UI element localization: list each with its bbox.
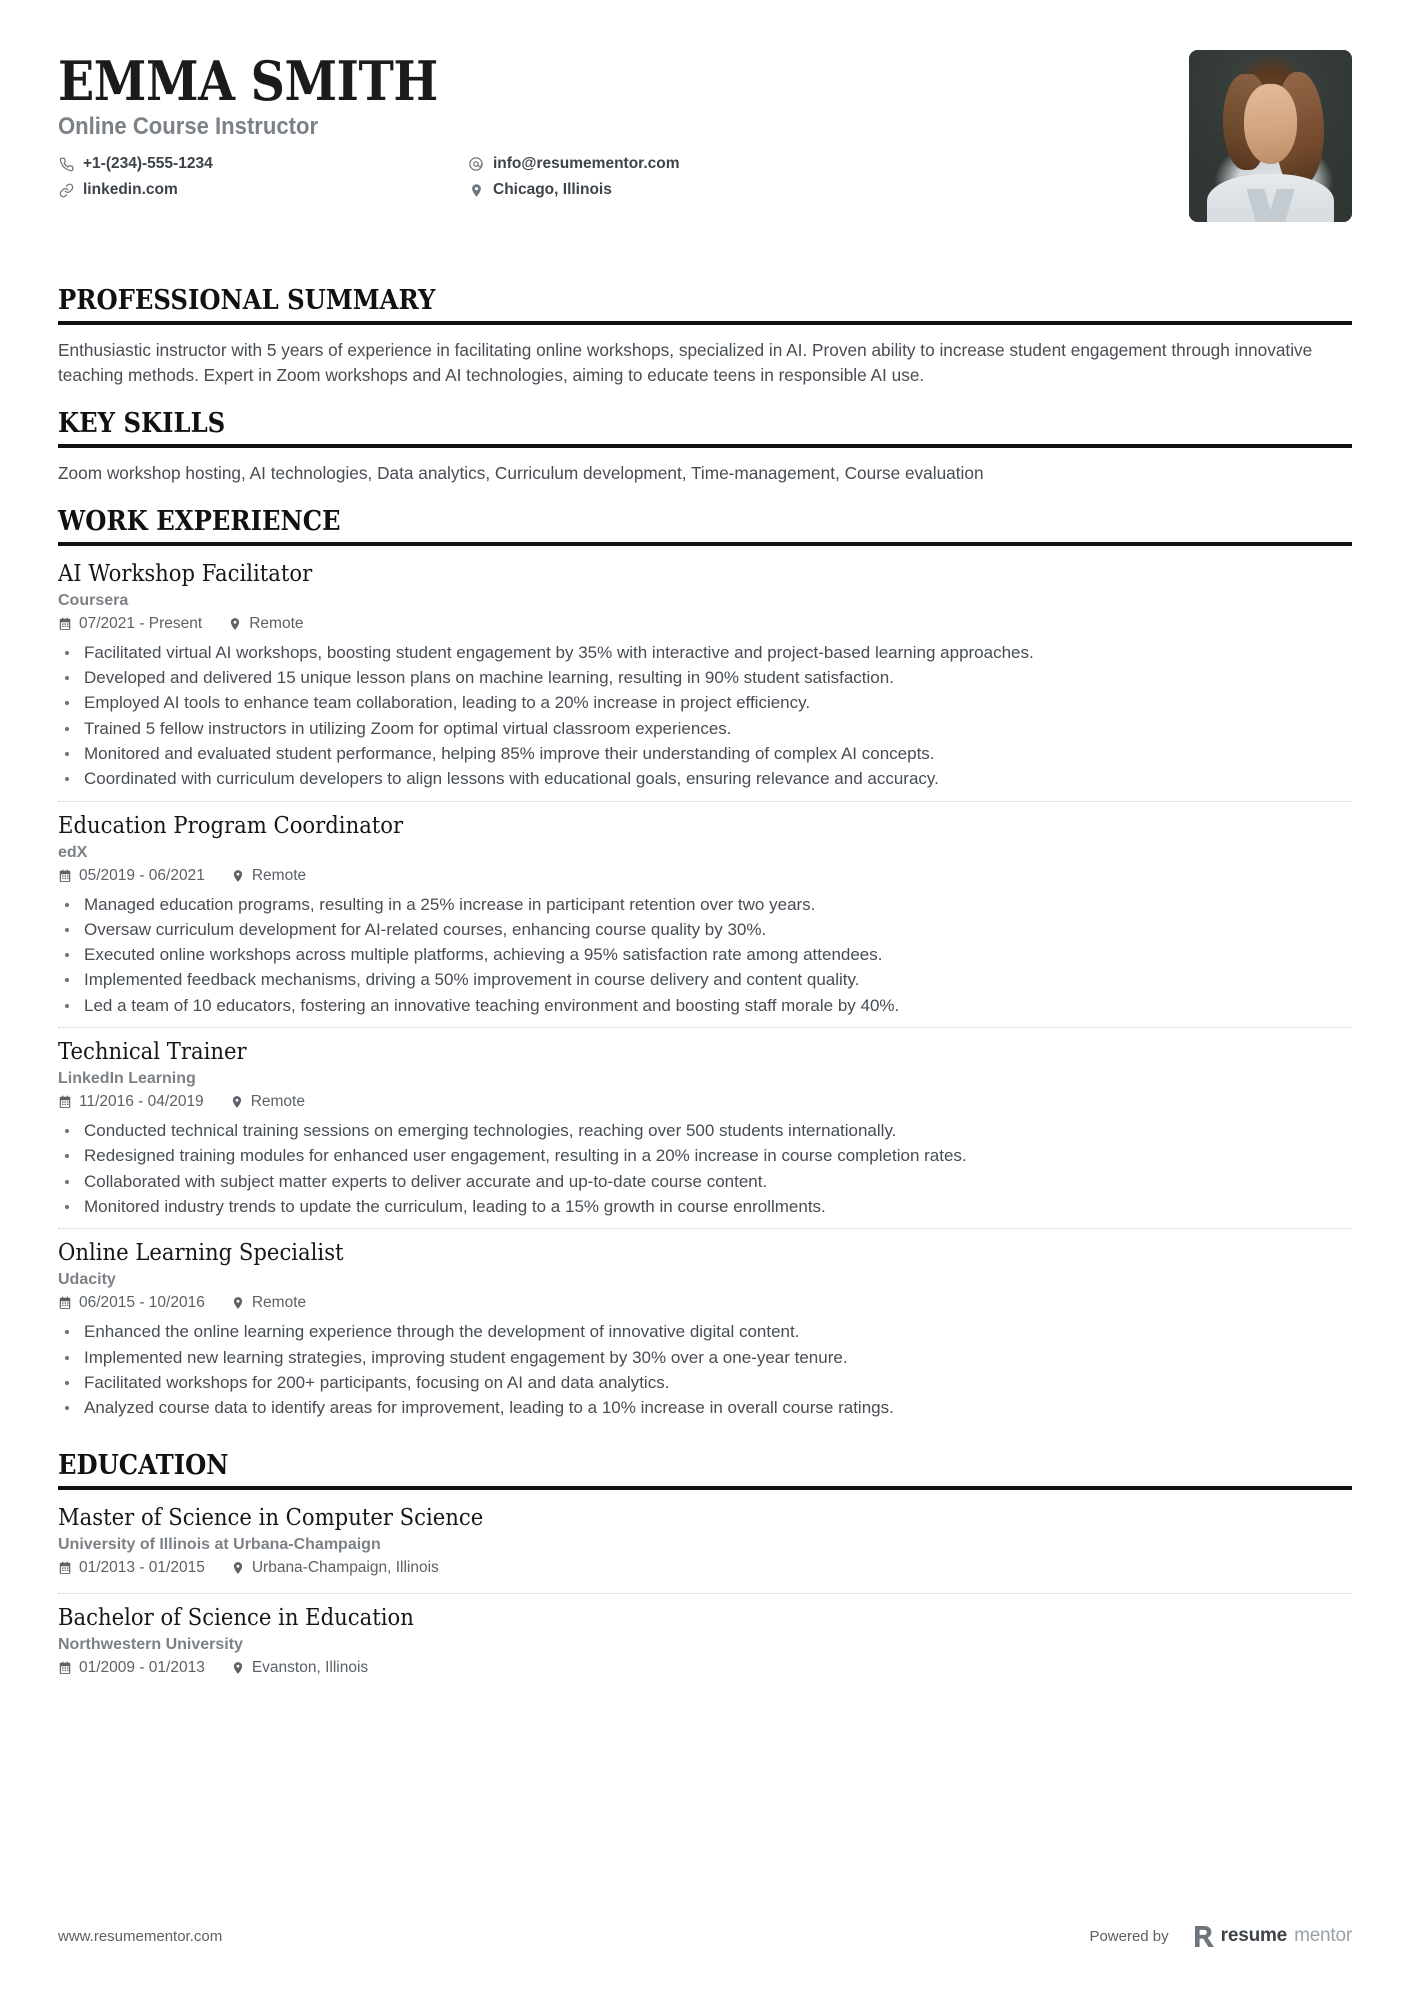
skills-text: Zoom workshop hosting, AI technologies, Data analytics, Curriculum development, Time-management, Course evaluation [58,462,984,483]
contact-details [58,155,1068,199]
candidate-job-title: Online Course Instructor [58,113,319,141]
entry-dates [58,615,202,633]
calendar-icon [58,1095,72,1109]
entry-dates [58,867,205,885]
footer-branding [1089,1925,1352,1947]
entry-location-text: Remote [251,866,307,884]
contact-phone-text: +1-(234)-555-1234 [83,155,213,173]
list-item: Facilitated workshops for 200+ participants, focusing on AI and data analytics. [58,1370,1352,1395]
entry-location-text: Remote [250,1093,305,1111]
location-icon [231,1661,245,1675]
entry-bullet-list [58,1118,1352,1219]
location-icon [231,869,245,883]
section-professional-summary [58,285,1352,388]
contact-email-text: info@resumementor.com [493,155,680,173]
list-item: Collaborated with subject matter experts to deliver accurate and up-to-date course content. [58,1169,1352,1194]
list-item: Trained 5 fellow instructors in utilizing Zoom for optimal virtual classroom experiences. [58,716,1352,741]
entry-dates-text: 01/2013 - 01/2015 [79,1558,205,1576]
list-item: Implemented feedback mechanisms, driving a 50% improvement in course delivery and content quality. [58,967,1352,992]
page-footer [58,1925,1352,1947]
entry-bullet-list [58,892,1352,1019]
contact-column-right [468,155,680,199]
powered-by-label: Powered by [1089,1927,1169,1945]
entry-institution: Northwestern University [58,1635,243,1653]
entry-dates [58,1294,205,1312]
experience-entry [58,801,1352,1028]
entry-location [231,867,306,885]
entry-meta [58,1294,1352,1312]
entry-meta [58,1093,1352,1111]
entry-job-title: Online Learning Specialist [58,1238,344,1267]
resume-header [58,50,1352,265]
list-item: Developed and delivered 15 unique lesson plans on machine learning, resulting in 90% student satisfaction. [58,665,1352,690]
list-item: Redesigned training modules for enhanced user engagement, resulting in a 20% increase in course completion rates. [58,1143,1352,1168]
candidate-name: EMMA SMITH [58,49,438,113]
resumementor-logo [1195,1925,1352,1947]
entry-meta [58,1659,1352,1677]
education-entry-list [58,1503,1352,1693]
entry-job-title: Technical Trainer [58,1037,247,1066]
list-item: Conducted technical training sessions on emerging technologies, reaching over 500 students internationally. [58,1118,1352,1143]
education-entry [58,1503,1352,1593]
entry-meta [58,615,1352,633]
section-rule [58,1486,1352,1490]
location-icon [230,1095,244,1109]
contact-linkedin-text: linkedin.com [83,181,178,199]
list-item: Oversaw curriculum development for AI-related courses, enhancing course quality by 30%. [58,917,1352,942]
list-item: Monitored industry trends to update the curriculum, leading to a 15% growth in course enrollments. [58,1194,1352,1219]
experience-entry-list [58,559,1352,1430]
phone-icon [58,156,74,172]
section-title-experience: WORK EXPERIENCE [58,505,341,537]
location-icon [468,182,484,198]
contact-column-left [58,155,468,199]
email-icon [468,156,484,172]
entry-degree-title: Bachelor of Science in Education [58,1602,414,1631]
location-icon [231,1296,245,1310]
entry-institution: University of Illinois at Urbana-Champaign [58,1535,381,1553]
section-work-experience [58,506,1352,1430]
entry-dates [58,1559,205,1577]
entry-meta [58,1559,1352,1577]
entry-dates-text: 01/2009 - 01/2013 [79,1658,205,1676]
entry-bullet-list [58,640,1352,792]
section-rule [58,321,1352,325]
list-item: Monitored and evaluated student performance, helping 85% improve their understanding of complex AI concepts. [58,741,1352,766]
entry-location-text: Remote [249,614,304,632]
footer-website[interactable]: www.resumementor.com [58,1927,223,1945]
entry-bullet-list [58,1319,1352,1420]
header-text-block [58,50,1068,199]
entry-company: Coursera [58,591,129,609]
brand-name-light: mentor [1294,1925,1352,1946]
contact-location [468,181,680,199]
list-item: Coordinated with curriculum developers to align lessons with educational goals, ensuring relevance and accuracy. [58,766,1352,791]
calendar-icon [58,617,72,631]
section-education [58,1450,1352,1693]
contact-location-text: Chicago, Illinois [493,181,612,199]
entry-location [231,1559,439,1577]
link-icon [58,182,74,198]
calendar-icon [58,1296,72,1310]
list-item: Managed education programs, resulting in a 25% increase in participant retention over two years. [58,892,1352,917]
entry-location [231,1659,368,1677]
section-title-education: EDUCATION [58,1449,229,1481]
section-rule [58,542,1352,546]
candidate-photo [1189,50,1352,222]
entry-location [230,1093,305,1111]
entry-company: LinkedIn Learning [58,1070,196,1088]
avatar [1189,50,1352,222]
section-title-summary: PROFESSIONAL SUMMARY [58,285,436,316]
entry-location-text: Evanston, Illinois [251,1658,369,1676]
entry-company: Udacity [58,1271,116,1289]
entry-location-text: Remote [251,1294,307,1312]
list-item: Implemented new learning strategies, improving student engagement by 30% over a one-year tenure. [58,1345,1352,1370]
resumementor-mark-icon [1195,1926,1214,1947]
entry-dates [58,1659,205,1677]
calendar-icon [58,1661,72,1675]
entry-company: edX [58,843,88,861]
calendar-icon [58,869,72,883]
entry-degree-title: Master of Science in Computer Science [58,1502,484,1531]
list-item: Analyzed course data to identify areas for improvement, leading to a 10% increase in overall course ratings. [58,1395,1352,1420]
list-item: Led a team of 10 educators, fostering an innovative teaching environment and boosting staff morale by 40%. [58,993,1352,1018]
contact-phone[interactable] [58,155,468,173]
entry-dates-text: 11/2016 - 04/2019 [79,1093,204,1111]
entry-dates [58,1093,204,1111]
section-key-skills [58,408,1352,486]
section-title-skills: KEY SKILLS [58,407,226,439]
entry-dates-text: 05/2019 - 06/2021 [79,866,205,884]
list-item: Enhanced the online learning experience through the development of innovative digital content. [58,1319,1352,1344]
entry-location [228,615,303,633]
contact-linkedin[interactable] [58,181,468,199]
brand-name-bold: resume [1220,1925,1288,1946]
entry-location-text: Urbana-Champaign, Illinois [251,1558,439,1576]
entry-dates-text: 07/2021 - Present [79,614,203,632]
location-icon [231,1561,245,1575]
list-item: Facilitated virtual AI workshops, boosting student engagement by 35% with interactive and project-based learning approaches. [58,640,1352,665]
entry-dates-text: 06/2015 - 10/2016 [79,1294,205,1312]
entry-meta [58,867,1352,885]
entry-job-title: Education Program Coordinator [58,810,404,839]
education-entry [58,1593,1352,1693]
experience-entry [58,559,1352,801]
list-item: Employed AI tools to enhance team collaboration, leading to a 20% increase in project efficiency. [58,690,1352,715]
calendar-icon [58,1561,72,1575]
experience-entry [58,1228,1352,1429]
experience-entry [58,1027,1352,1228]
location-icon [228,617,242,631]
contact-email[interactable] [468,155,680,173]
summary-text: Enthusiastic instructor with 5 years of experience in facilitating online workshops, specialized in AI. Proven ability to increase student engagement through innovative teaching methods. Expert in Zoom workshops and AI technologies, aiming to educate teens in responsible AI use. [58,340,1313,385]
section-rule [58,444,1352,448]
entry-job-title: AI Workshop Facilitator [58,558,313,587]
entry-location [231,1294,306,1312]
list-item: Executed online workshops across multiple platforms, achieving a 95% satisfaction rate among attendees. [58,942,1352,967]
photo-face [1244,84,1296,163]
